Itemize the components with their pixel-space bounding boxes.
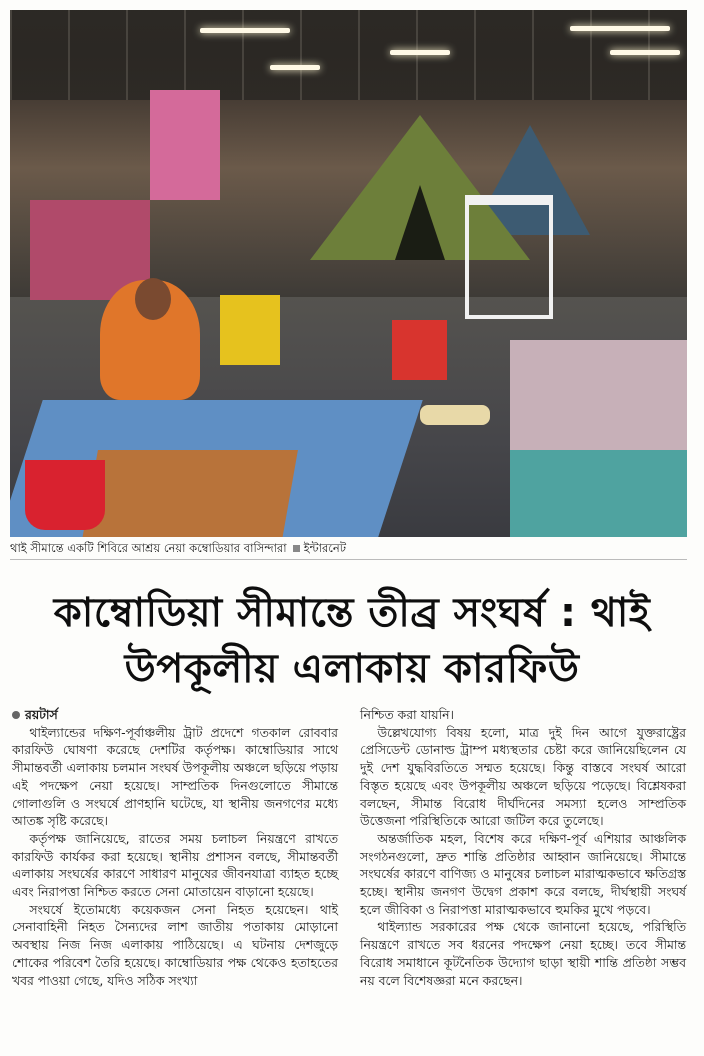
article-column-1 bbox=[12, 706, 338, 989]
paragraph: কর্তৃপক্ষ জানিয়েছে, রাতের সময় চলাচল নিয়ন্ত্রণে রাখতে কারফিউ কার্যকর করা হয়েছে। স্থানীয় প্রশাসন বলছে, সীমান্তবর্তী এলাকায় সংঘর্ষের কারণে সাধারণ মানুষের জীবনযাত্রা ব্যাহত হচ্ছে এবং নিরাপত্তা নিশ্চিত করতে সেনা মোতায়েন বাড়ানো হয়েছে। bbox=[12, 830, 338, 900]
headline-line-2: উপকূলীয় এলাকায় কারফিউ bbox=[124, 646, 580, 692]
byline-text: রয়টার্স bbox=[25, 707, 58, 722]
water-cooler bbox=[392, 320, 447, 380]
paragraph: অন্তর্জাতিক মহল, বিশেষ করে দক্ষিণ-পূর্ব এশিয়ার আঞ্চলিক সংগঠনগুলো, দ্রুত শান্তি প্রতিষ্ঠার আহ্বান জানিয়েছে। সীমান্তে সংঘর্ষের কারণে বাণিজ্য ও মানুষের চলাচল মারাত্মকভাবে ক্ষতিগ্রস্ত হচ্ছে। স্থানীয় জনগণ উদ্বেগ প্রকাশ করে বলছে, দীর্ঘস্থায়ী সংঘর্ষ হলে জীবিকা ও নিরাপত্তা মারাত্মকভাবে হুমকির মুখে পড়বে। bbox=[360, 830, 686, 917]
article-photo bbox=[10, 10, 687, 537]
byline bbox=[12, 706, 338, 724]
ceiling-light bbox=[270, 65, 320, 70]
ceiling-light bbox=[200, 28, 290, 33]
paragraph: সংঘর্ষে ইতোমধ্যে কয়েকজন সেনা নিহত হয়েছেন। থাই সেনাবাহিনী নিহত সৈন্যদের লাশ জাতীয় পতাকায় মোড়ানো অবস্থায় নিজ নিজ এলাকায় পাঠিয়েছে। এ ঘটনায় দেশজুড়ে শোকের পরিবেশ তৈরি হয়েছে। কাম্বোডিয়ার পক্ষ থেকেও হতাহতের খবর পাওয়া গেছে, যদিও সঠিক সংখ্যা bbox=[12, 901, 338, 988]
paragraph: উল্লেখযোগ্য বিষয় হলো, মাত্র দুই দিন আগে যুক্তরাষ্ট্রের প্রেসিডেন্ট ডোনাল্ড ট্রাম্প মধ্যস্থতার চেষ্টা করে জানিয়েছিলেন যে দুই দেশ যুদ্ধবিরতিতে সম্মত হয়েছে। কিন্তু বাস্তবে সংঘর্ষ আরো বিস্তৃত হয়েছে এবং উপকূলীয় অঞ্চলে ছড়িয়ে পড়েছে। বিশ্লেষকরা বলছেন, সীমান্ত বিরোধ দীর্ঘদিনের সমস্যা হলেও সাম্প্রতিক উত্তেজনা পরিস্থিতিকে আরো জটিল করে তুলেছে। bbox=[360, 724, 686, 829]
headline bbox=[0, 585, 704, 697]
seated-woman-head bbox=[135, 278, 171, 320]
article-column-2 bbox=[360, 706, 686, 989]
plastic-chair bbox=[465, 195, 553, 319]
paragraph: থাইল্যান্ড সরকারের পক্ষ থেকে জানানো হয়েছে, পরিস্থিতি নিয়ন্ত্রণে রাখতে সব ধরনের পদক্ষেপ নেয়া হচ্ছে। তবে সীমান্ত বিরোধ সমাধানে কূটনৈতিক উদ্যোগ ছাড়া স্থায়ী শান্তি প্রতিষ্ঠা সম্ভব নয় বলে বিশেষজ্ঞরা মনে করছেন। bbox=[360, 919, 686, 988]
headline-line-1: কাম্বোডিয়া সীমান্তে তীব্র সংঘর্ষ : থাই bbox=[53, 590, 651, 636]
divider bbox=[10, 559, 687, 560]
floor-mat bbox=[82, 450, 298, 537]
ceiling-light bbox=[610, 50, 680, 55]
paragraph: থাইল্যান্ডের দক্ষিণ-পূর্বাঞ্চলীয় ট্রাট প্রদেশে গতকাল রোববার কারফিউ ঘোষণা করেছে দেশটির কর্তৃপক্ষ। কাম্বোডিয়ার সাথে সীমান্তবর্তী এলাকায় চলমান সংঘর্ষ উপকূলীয় অঞ্চলে ছড়িয়ে পড়ায় এই পদক্ষেপ নেয়া হয়েছে। সাম্প্রতিক দিনগুলোতে সীমান্তে গোলাগুলি ও সংঘর্ষে প্রাণহানি ঘটেছে, যা স্থানীয় জনগণের মধ্যে আতঙ্ক সৃষ্টি করেছে। bbox=[12, 724, 338, 829]
photo-caption bbox=[10, 540, 687, 556]
red-basket bbox=[25, 460, 105, 530]
caption-credit: ইন্টারনেট bbox=[303, 541, 347, 555]
sandals bbox=[420, 405, 490, 425]
bullet-icon bbox=[12, 711, 20, 719]
hall-roof bbox=[10, 10, 687, 100]
caption-text: থাই সীমান্তে একটি শিবিরে আশ্রয় নেয়া কম্বোডিয়ার বাসিন্দারা bbox=[10, 541, 287, 555]
ceiling-light bbox=[390, 50, 450, 55]
bedding-pile bbox=[510, 340, 687, 450]
paragraph-continuation: নিশ্চিত করা যায়নি। bbox=[360, 707, 454, 722]
ceiling-light bbox=[570, 26, 670, 31]
floor-mat bbox=[510, 450, 687, 537]
yellow-bag bbox=[220, 295, 280, 365]
hanging-clothes bbox=[150, 90, 220, 200]
square-bullet-icon bbox=[293, 545, 300, 552]
